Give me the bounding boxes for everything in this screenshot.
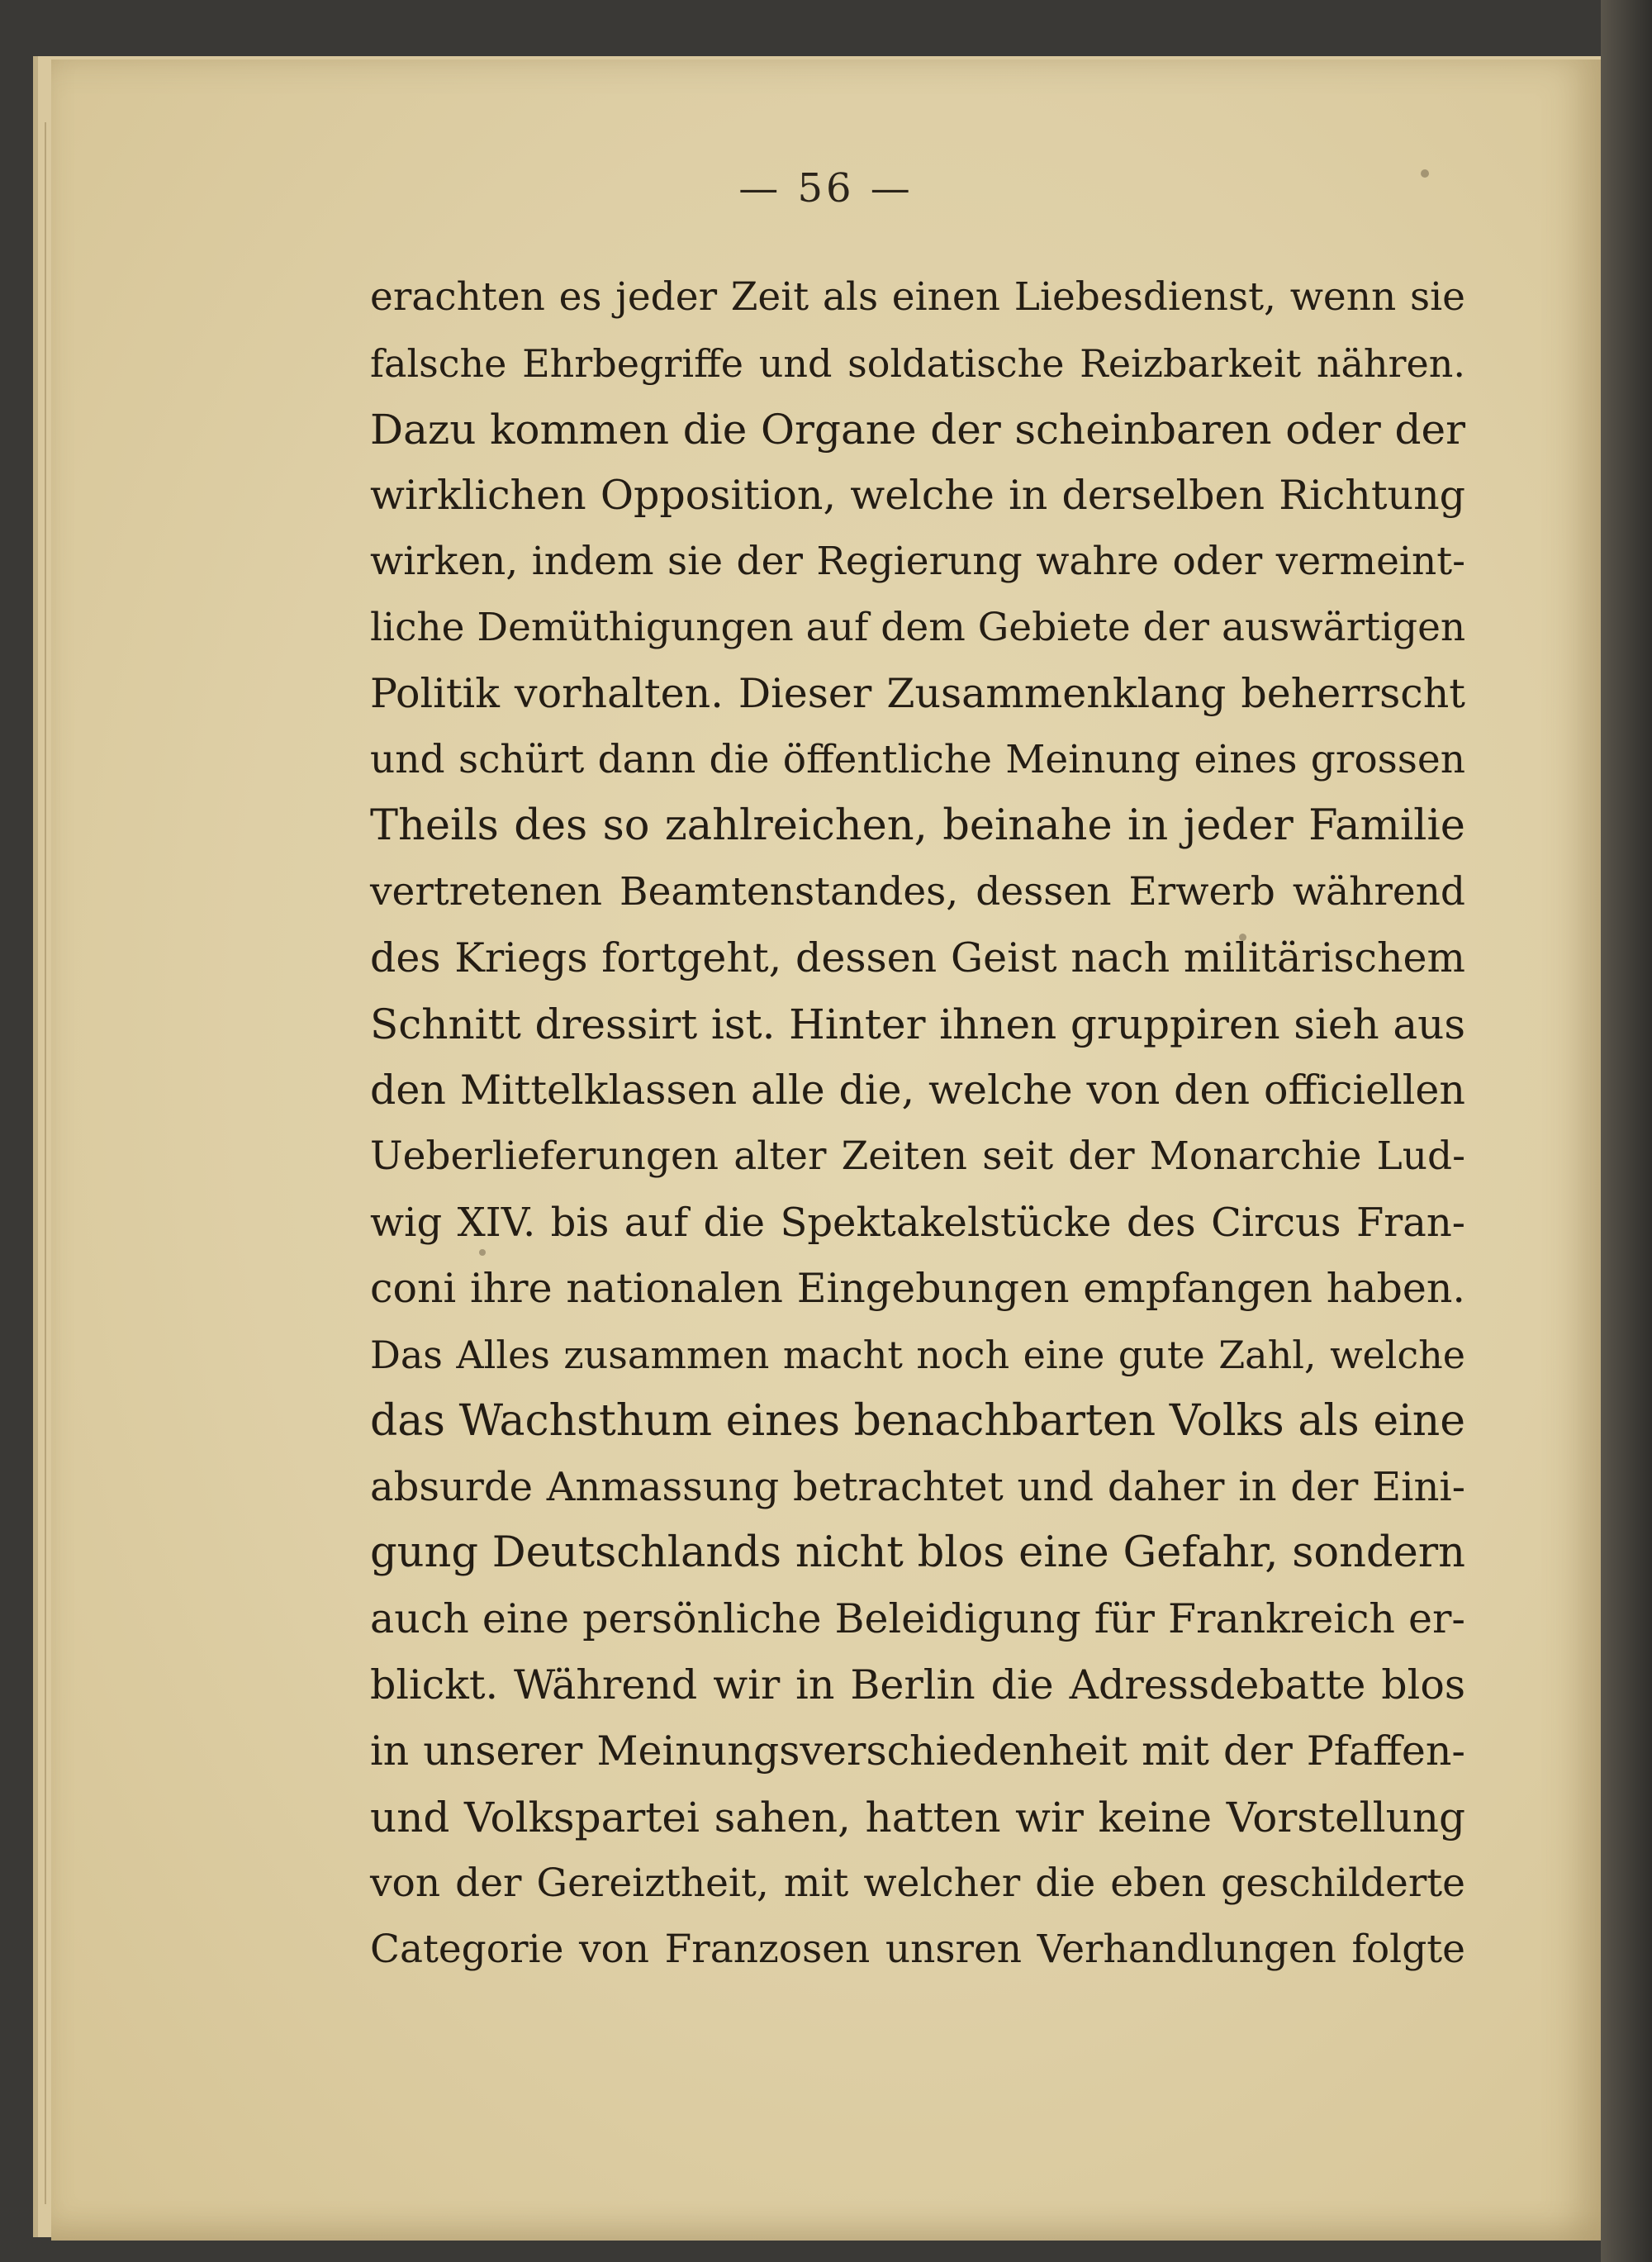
text-line: Categorie von Franzosen unsren Verhandlungen folgte xyxy=(370,1927,1465,1972)
text-line: absurde Anmassung betrachtet und daher in der Eini- xyxy=(370,1464,1465,1510)
text-line: Das Alles zusammen macht noch eine gute Zahl, welche xyxy=(370,1333,1465,1377)
text-line: auch eine persönliche Beleidigung für Frankreich er- xyxy=(370,1595,1465,1642)
text-line: falsche Ehrbegriffe und soldatische Reizbarkeit nähren. xyxy=(370,341,1465,386)
text-line: von der Gereiztheit, mit welcher die eben geschilderte xyxy=(370,1860,1465,1906)
text-line: Politik vorhalten. Dieser Zusammenklang beherrscht xyxy=(370,670,1465,717)
text-line: den Mittelklassen alle die, welche von den officiellen xyxy=(370,1067,1465,1114)
body-text xyxy=(370,264,1465,1983)
page-number: — 56 — xyxy=(738,165,914,211)
text-line: in unserer Meinungsverschiedenheit mit der Pfaffen- xyxy=(370,1727,1465,1775)
text-line: coni ihre nationalen Eingebungen empfangen haben. xyxy=(370,1265,1465,1312)
text-line: und schürt dann die öffentliche Meinung eines grossen xyxy=(370,737,1465,782)
text-line: liche Demüthigungen auf dem Gebiete der auswärtigen xyxy=(370,605,1466,650)
text-line: und Volkspartei sahen, hatten wir keine Vorstellung xyxy=(370,1794,1465,1841)
text-line: des Kriegs fortgeht, dessen Geist nach militärischem xyxy=(370,934,1465,981)
text-line: erachten es jeder Zeit als einen Liebesdienst, wenn sie xyxy=(370,274,1465,320)
text-line: das Wachsthum eines benachbarten Volks als eine xyxy=(370,1396,1465,1446)
page-edge-line xyxy=(45,122,46,2204)
text-line: Ueberlieferungen alter Zeiten seit der Monarchie Lud- xyxy=(370,1133,1465,1179)
text-line: Theils des so zahlreichen, beinahe in jeder Familie xyxy=(370,801,1465,850)
text-line: wig XIV. bis auf die Spektakelstücke des Circus Fran- xyxy=(370,1200,1465,1246)
text-line: Dazu kommen die Organe der scheinbaren oder der xyxy=(370,406,1465,454)
text-line: wirken, indem sie der Regierung wahre oder vermeint- xyxy=(370,539,1465,584)
text-line: wirklichen Opposition, welche in derselben Richtung xyxy=(370,472,1465,519)
book-spine-shadow xyxy=(1601,0,1652,2262)
text-line: blickt. Während wir in Berlin die Adressdebatte blos xyxy=(370,1661,1465,1708)
text-line: vertretenen Beamtenstandes, dessen Erwerb während xyxy=(370,869,1465,915)
text-line: gung Deutschlands nicht blos eine Gefahr, sondern xyxy=(370,1528,1465,1577)
text-line: Schnitt dressirt ist. Hinter ihnen gruppiren sieh aus xyxy=(370,1000,1465,1048)
